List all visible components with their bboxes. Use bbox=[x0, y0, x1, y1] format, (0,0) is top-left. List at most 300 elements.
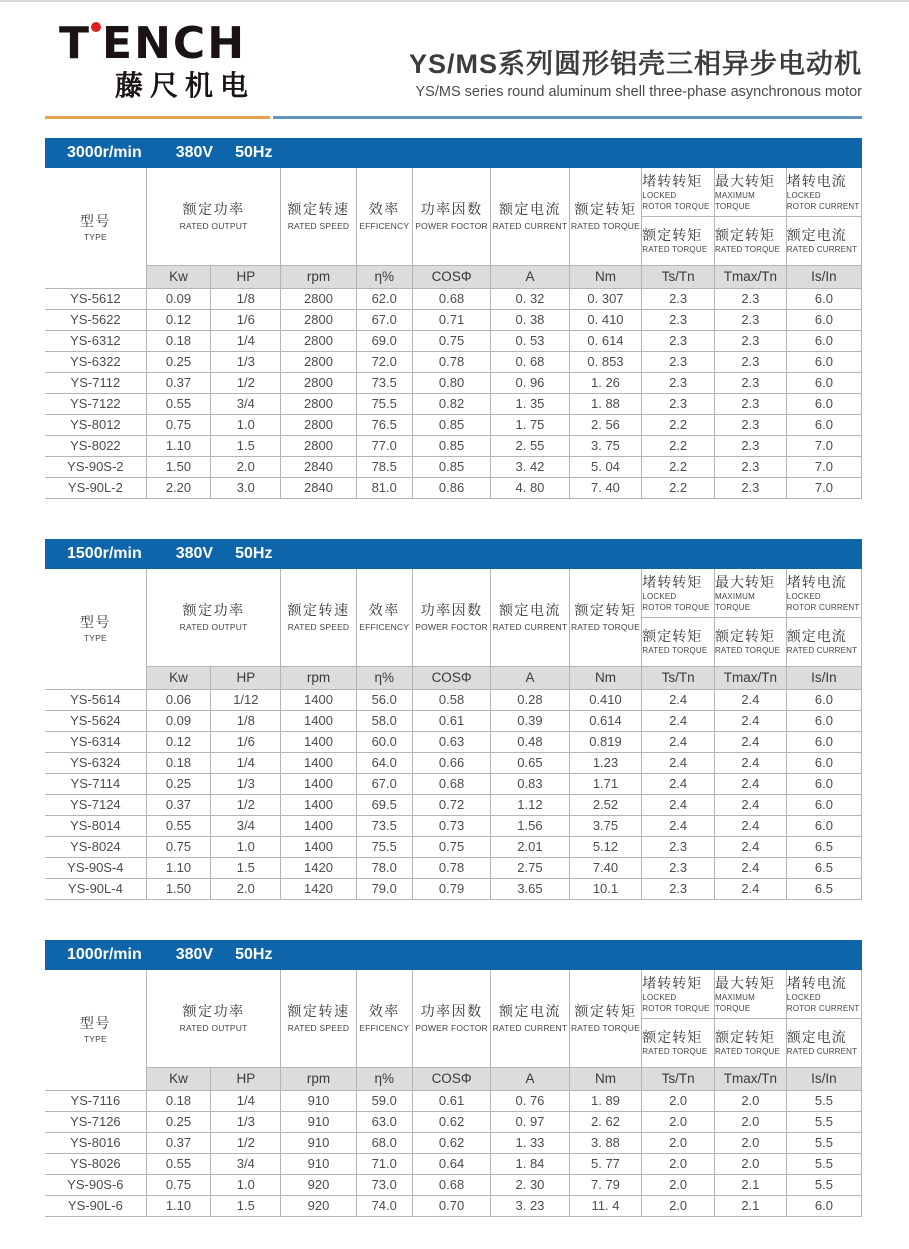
table-row bbox=[45, 1090, 862, 1111]
table-body-2 bbox=[45, 1090, 862, 1216]
rated-speed-en: RATED SPEED bbox=[287, 1022, 350, 1033]
value-cell: 0.63 bbox=[412, 731, 490, 752]
value-cell: 1. 75 bbox=[491, 414, 569, 435]
value-cell: 2.0 bbox=[211, 878, 281, 899]
col-header-maximum-torque bbox=[714, 569, 786, 618]
maximum-torque-zh: 最大转矩 bbox=[714, 573, 775, 590]
value-cell: 1.56 bbox=[491, 815, 569, 836]
value-cell: 1.0 bbox=[211, 1174, 281, 1195]
locked-rotor-current-en1: LOCKED bbox=[786, 191, 821, 201]
value-cell: 1.10 bbox=[146, 857, 211, 878]
value-cell: 2.0 bbox=[211, 456, 281, 477]
value-cell: 1/4 bbox=[211, 752, 281, 773]
value-cell: 2.4 bbox=[642, 731, 715, 752]
value-cell: 2.3 bbox=[642, 393, 715, 414]
table-title-bar-0 bbox=[45, 138, 862, 168]
divider-gold-segment bbox=[45, 116, 270, 119]
unit-rpm: rpm bbox=[281, 1067, 356, 1090]
value-cell: 7.0 bbox=[786, 435, 861, 456]
efficiency-en: EFFICENCY bbox=[359, 220, 410, 231]
value-cell: 2800 bbox=[281, 330, 356, 351]
col-header-rated-current bbox=[491, 569, 569, 667]
col-header-locked-rotor-current bbox=[786, 970, 861, 1019]
value-cell: 2. 55 bbox=[491, 435, 569, 456]
value-cell: 0.614 bbox=[569, 710, 642, 731]
value-cell: 7.40 bbox=[569, 857, 642, 878]
table-row bbox=[45, 689, 862, 710]
unit-eta: η% bbox=[356, 666, 412, 689]
logo-wordmark bbox=[59, 18, 255, 69]
table-row bbox=[45, 372, 862, 393]
model-cell: YS-6322 bbox=[45, 351, 146, 372]
value-cell: 2.3 bbox=[714, 414, 786, 435]
value-cell: 1/6 bbox=[211, 309, 281, 330]
value-cell: 1400 bbox=[281, 836, 356, 857]
value-cell: 75.5 bbox=[356, 836, 412, 857]
value-cell: 67.0 bbox=[356, 773, 412, 794]
value-cell: 1.0 bbox=[211, 414, 281, 435]
value-cell: 0. 410 bbox=[569, 309, 642, 330]
value-cell: 76.5 bbox=[356, 414, 412, 435]
unit-rpm: rpm bbox=[281, 666, 356, 689]
value-cell: 2.4 bbox=[714, 731, 786, 752]
rated-current-zh: 额定电流 bbox=[498, 602, 561, 619]
value-cell: 2.3 bbox=[642, 309, 715, 330]
value-cell: 2.4 bbox=[642, 752, 715, 773]
value-cell: 2840 bbox=[281, 477, 356, 498]
rated-current-en: RATED CURRENT bbox=[492, 621, 568, 632]
value-cell: 4. 80 bbox=[491, 477, 569, 498]
value-cell: 6.0 bbox=[786, 330, 861, 351]
table-title-bar-2 bbox=[45, 940, 862, 970]
value-cell: 1400 bbox=[281, 752, 356, 773]
unit-tmax-tn: Tmax/Tn bbox=[714, 265, 786, 288]
value-cell: 1.12 bbox=[491, 794, 569, 815]
value-cell: 0. 307 bbox=[569, 288, 642, 309]
value-cell: 0.75 bbox=[146, 836, 211, 857]
locked-rotor-current-en2: ROTOR CURRENT bbox=[786, 201, 860, 211]
col-header-efficiency bbox=[356, 569, 412, 667]
value-cell: 1400 bbox=[281, 689, 356, 710]
value-cell: 1.50 bbox=[146, 878, 211, 899]
type-label-zh: 型号 bbox=[79, 1014, 111, 1031]
value-cell: 2.3 bbox=[642, 836, 715, 857]
unit-a: A bbox=[491, 666, 569, 689]
logo-chinese-name: 藤尺机电 bbox=[115, 70, 256, 101]
locked-rotor-torque-en1: LOCKED bbox=[642, 191, 677, 201]
value-cell: 2.3 bbox=[642, 288, 715, 309]
rated-output-en: RATED OUTPUT bbox=[179, 621, 248, 632]
model-cell: YS-90L-2 bbox=[45, 477, 146, 498]
unit-cosphi: COSΦ bbox=[412, 1067, 490, 1090]
unit-kw: Kw bbox=[146, 666, 211, 689]
value-cell: 2.3 bbox=[642, 351, 715, 372]
value-cell: 6.0 bbox=[786, 689, 861, 710]
maximum-torque-zh: 最大转矩 bbox=[714, 172, 775, 189]
divider-blue-segment bbox=[273, 116, 862, 119]
maximum-torque-zh: 最大转矩 bbox=[714, 974, 775, 991]
value-cell: 2.4 bbox=[714, 689, 786, 710]
value-cell: 6.0 bbox=[786, 1195, 861, 1216]
value-cell: 2.4 bbox=[642, 815, 715, 836]
value-cell: 1/4 bbox=[211, 330, 281, 351]
sub-rated-torque-en: RATED TORQUE bbox=[714, 646, 781, 656]
value-cell: 2.4 bbox=[714, 710, 786, 731]
value-cell: 0.61 bbox=[412, 1090, 490, 1111]
value-cell: 2.3 bbox=[642, 857, 715, 878]
model-cell: YS-6314 bbox=[45, 731, 146, 752]
value-cell: 2.0 bbox=[642, 1132, 715, 1153]
spec-table-0 bbox=[45, 168, 862, 499]
sub-header-rated-torque-1 bbox=[642, 216, 715, 265]
value-cell: 1/8 bbox=[211, 710, 281, 731]
value-cell: 0.85 bbox=[412, 414, 490, 435]
col-header-locked-rotor-current bbox=[786, 569, 861, 618]
sub-rated-current-en: RATED CURRENT bbox=[786, 1047, 858, 1057]
value-cell: 1420 bbox=[281, 878, 356, 899]
table-body-0 bbox=[45, 288, 862, 498]
sub-header-rated-torque-2 bbox=[714, 216, 786, 265]
table-row bbox=[45, 351, 862, 372]
value-cell: 73.0 bbox=[356, 1174, 412, 1195]
unit-eta: η% bbox=[356, 1067, 412, 1090]
rated-current-zh: 额定电流 bbox=[498, 1003, 561, 1020]
value-cell: 2.01 bbox=[491, 836, 569, 857]
value-cell: 1/3 bbox=[211, 1111, 281, 1132]
value-cell: 910 bbox=[281, 1090, 356, 1111]
locked-rotor-current-zh: 堵转电流 bbox=[786, 974, 847, 991]
value-cell: 1. 89 bbox=[569, 1090, 642, 1111]
table-row bbox=[45, 288, 862, 309]
value-cell: 56.0 bbox=[356, 689, 412, 710]
sub-header-rated-torque-1 bbox=[642, 1018, 715, 1067]
model-cell: YS-8026 bbox=[45, 1153, 146, 1174]
value-cell: 2.75 bbox=[491, 857, 569, 878]
value-cell: 78.5 bbox=[356, 456, 412, 477]
unit-ts-tn: Ts/Tn bbox=[642, 666, 715, 689]
value-cell: 0.68 bbox=[412, 1174, 490, 1195]
col-header-rated-speed bbox=[281, 569, 356, 667]
value-cell: 2.0 bbox=[714, 1090, 786, 1111]
value-cell: 1.10 bbox=[146, 1195, 211, 1216]
value-cell: 2.4 bbox=[642, 794, 715, 815]
value-cell: 0.70 bbox=[412, 1195, 490, 1216]
unit-hp: HP bbox=[211, 265, 281, 288]
value-cell: 5.5 bbox=[786, 1132, 861, 1153]
page-content bbox=[45, 2, 862, 1217]
type-label-en: TYPE bbox=[83, 1034, 107, 1045]
value-cell: 0.06 bbox=[146, 689, 211, 710]
rated-torque-zh: 额定转矩 bbox=[574, 602, 637, 619]
rated-torque-zh: 额定转矩 bbox=[574, 1003, 637, 1020]
sub-header-rated-torque-2 bbox=[714, 1018, 786, 1067]
unit-nm: Nm bbox=[569, 666, 642, 689]
unit-cosphi: COSΦ bbox=[412, 666, 490, 689]
value-cell: 2.4 bbox=[642, 689, 715, 710]
value-cell: 0.62 bbox=[412, 1111, 490, 1132]
title-block bbox=[409, 48, 862, 102]
value-cell: 2800 bbox=[281, 288, 356, 309]
value-cell: 2.4 bbox=[714, 815, 786, 836]
model-cell: YS-6324 bbox=[45, 752, 146, 773]
type-label-en: TYPE bbox=[83, 232, 107, 243]
value-cell: 1400 bbox=[281, 794, 356, 815]
frequency-label: 50Hz bbox=[235, 143, 273, 161]
value-cell: 2.4 bbox=[714, 794, 786, 815]
value-cell: 64.0 bbox=[356, 752, 412, 773]
value-cell: 6.0 bbox=[786, 731, 861, 752]
header-divider bbox=[45, 116, 862, 119]
col-header-rated-speed bbox=[281, 970, 356, 1068]
value-cell: 75.5 bbox=[356, 393, 412, 414]
maximum-torque-en1: MAXIMUM bbox=[714, 993, 756, 1003]
value-cell: 5.5 bbox=[786, 1174, 861, 1195]
value-cell: 6.5 bbox=[786, 836, 861, 857]
table-row bbox=[45, 752, 862, 773]
table-body-1 bbox=[45, 689, 862, 899]
maximum-torque-en2: TORQUE bbox=[714, 602, 751, 612]
value-cell: 79.0 bbox=[356, 878, 412, 899]
value-cell: 2.0 bbox=[714, 1132, 786, 1153]
unit-hp: HP bbox=[211, 666, 281, 689]
value-cell: 0.83 bbox=[491, 773, 569, 794]
value-cell: 0.79 bbox=[412, 878, 490, 899]
power-factor-en: POWER FOCTOR bbox=[415, 220, 488, 231]
voltage-label: 380V bbox=[175, 143, 214, 161]
value-cell: 0. 32 bbox=[491, 288, 569, 309]
logo-letter-t: T bbox=[59, 18, 92, 69]
rated-current-zh: 额定电流 bbox=[498, 201, 561, 218]
value-cell: 0.37 bbox=[146, 794, 211, 815]
value-cell: 63.0 bbox=[356, 1111, 412, 1132]
value-cell: 1420 bbox=[281, 857, 356, 878]
model-cell: YS-5614 bbox=[45, 689, 146, 710]
sub-rated-torque-zh: 额定转矩 bbox=[642, 226, 703, 243]
logo-red-dot-icon bbox=[91, 22, 101, 32]
unit-kw: Kw bbox=[146, 265, 211, 288]
value-cell: 0.37 bbox=[146, 372, 211, 393]
model-cell: YS-5612 bbox=[45, 288, 146, 309]
table-row bbox=[45, 1132, 862, 1153]
unit-cosphi: COSΦ bbox=[412, 265, 490, 288]
power-factor-en: POWER FOCTOR bbox=[415, 1022, 488, 1033]
col-header-locked-rotor-torque bbox=[642, 168, 715, 217]
unit-tmax-tn: Tmax/Tn bbox=[714, 1067, 786, 1090]
table-row bbox=[45, 393, 862, 414]
sub-rated-torque-en: RATED TORQUE bbox=[714, 1047, 781, 1057]
value-cell: 2840 bbox=[281, 456, 356, 477]
value-cell: 3/4 bbox=[211, 1153, 281, 1174]
sub-rated-torque-en: RATED TORQUE bbox=[642, 245, 708, 255]
value-cell: 2.4 bbox=[714, 752, 786, 773]
value-cell: 2.2 bbox=[642, 435, 715, 456]
voltage-label: 380V bbox=[175, 945, 214, 963]
model-cell: YS-90S-2 bbox=[45, 456, 146, 477]
model-cell: YS-90L-6 bbox=[45, 1195, 146, 1216]
value-cell: 0.64 bbox=[412, 1153, 490, 1174]
table-row bbox=[45, 477, 862, 498]
value-cell: 0.68 bbox=[412, 288, 490, 309]
value-cell: 6.0 bbox=[786, 710, 861, 731]
col-header-maximum-torque bbox=[714, 970, 786, 1019]
value-cell: 0. 68 bbox=[491, 351, 569, 372]
value-cell: 0.55 bbox=[146, 815, 211, 836]
value-cell: 0.65 bbox=[491, 752, 569, 773]
unit-is-in: Is/In bbox=[786, 666, 861, 689]
col-header-efficiency bbox=[356, 970, 412, 1068]
rated-torque-en: RATED TORQUE bbox=[570, 220, 640, 231]
rated-speed-zh: 额定转速 bbox=[287, 201, 350, 218]
value-cell: 7.0 bbox=[786, 456, 861, 477]
value-cell: 2.0 bbox=[642, 1195, 715, 1216]
value-cell: 0.75 bbox=[146, 1174, 211, 1195]
col-header-locked-rotor-torque bbox=[642, 970, 715, 1019]
value-cell: 910 bbox=[281, 1153, 356, 1174]
sub-rated-current-zh: 额定电流 bbox=[786, 226, 847, 243]
value-cell: 0. 96 bbox=[491, 372, 569, 393]
speed-label: 1000r/min bbox=[67, 945, 142, 963]
unit-eta: η% bbox=[356, 265, 412, 288]
page-title: YS/MS系列圆形铝壳三相异步电动机 bbox=[408, 49, 862, 80]
col-header-type bbox=[45, 569, 146, 690]
table-row bbox=[45, 815, 862, 836]
value-cell: 0.66 bbox=[412, 752, 490, 773]
value-cell: 5. 77 bbox=[569, 1153, 642, 1174]
value-cell: 68.0 bbox=[356, 1132, 412, 1153]
efficiency-en: EFFICENCY bbox=[359, 1022, 410, 1033]
table-row bbox=[45, 878, 862, 899]
value-cell: 0. 38 bbox=[491, 309, 569, 330]
value-cell: 2.4 bbox=[642, 710, 715, 731]
value-cell: 1/12 bbox=[211, 689, 281, 710]
table-row bbox=[45, 1153, 862, 1174]
locked-rotor-current-zh: 堵转电流 bbox=[786, 172, 847, 189]
value-cell: 1.50 bbox=[146, 456, 211, 477]
model-cell: YS-7126 bbox=[45, 1111, 146, 1132]
locked-rotor-torque-zh: 堵转转矩 bbox=[642, 974, 703, 991]
value-cell: 2.3 bbox=[714, 372, 786, 393]
table-row bbox=[45, 794, 862, 815]
value-cell: 3. 75 bbox=[569, 435, 642, 456]
value-cell: 6.0 bbox=[786, 414, 861, 435]
value-cell: 3. 42 bbox=[491, 456, 569, 477]
value-cell: 0.85 bbox=[412, 435, 490, 456]
spec-table-2 bbox=[45, 970, 862, 1217]
value-cell: 2.3 bbox=[714, 477, 786, 498]
col-header-maximum-torque bbox=[714, 168, 786, 217]
power-factor-zh: 功率因数 bbox=[420, 602, 483, 619]
col-header-rated-output bbox=[146, 970, 281, 1068]
model-cell: YS-7114 bbox=[45, 773, 146, 794]
value-cell: 59.0 bbox=[356, 1090, 412, 1111]
value-cell: 2.3 bbox=[642, 372, 715, 393]
sub-header-rated-current bbox=[786, 617, 861, 666]
value-cell: 0.18 bbox=[146, 1090, 211, 1111]
value-cell: 0.25 bbox=[146, 773, 211, 794]
tench-logo bbox=[59, 18, 256, 102]
value-cell: 920 bbox=[281, 1174, 356, 1195]
value-cell: 0.86 bbox=[412, 477, 490, 498]
col-header-rated-output bbox=[146, 569, 281, 667]
page-subtitle: YS/MS series round aluminum shell three-phase asynchronous motor bbox=[415, 83, 862, 100]
rated-output-en: RATED OUTPUT bbox=[179, 220, 248, 231]
page-header bbox=[45, 2, 862, 116]
sub-rated-current-en: RATED CURRENT bbox=[786, 245, 858, 255]
value-cell: 6.0 bbox=[786, 351, 861, 372]
value-cell: 0.09 bbox=[146, 710, 211, 731]
value-cell: 0.25 bbox=[146, 1111, 211, 1132]
value-cell: 3/4 bbox=[211, 815, 281, 836]
value-cell: 2.4 bbox=[714, 857, 786, 878]
rated-current-en: RATED CURRENT bbox=[492, 220, 568, 231]
table-row bbox=[45, 1195, 862, 1216]
sub-header-rated-torque-2 bbox=[714, 617, 786, 666]
value-cell: 0.61 bbox=[412, 710, 490, 731]
model-cell: YS-8024 bbox=[45, 836, 146, 857]
rated-output-zh: 额定功率 bbox=[182, 1003, 245, 1020]
locked-rotor-current-en1: LOCKED bbox=[786, 993, 821, 1003]
spec-table-1 bbox=[45, 569, 862, 900]
value-cell: 1400 bbox=[281, 731, 356, 752]
col-header-efficiency bbox=[356, 168, 412, 266]
sub-header-rated-current bbox=[786, 1018, 861, 1067]
value-cell: 2.2 bbox=[642, 477, 715, 498]
value-cell: 2800 bbox=[281, 351, 356, 372]
rated-output-zh: 额定功率 bbox=[182, 201, 245, 218]
col-header-locked-rotor-current bbox=[786, 168, 861, 217]
col-header-rated-current bbox=[491, 970, 569, 1068]
value-cell: 0. 614 bbox=[569, 330, 642, 351]
unit-ts-tn: Ts/Tn bbox=[642, 1067, 715, 1090]
sub-rated-torque-zh: 额定转矩 bbox=[642, 627, 703, 644]
value-cell: 0.82 bbox=[412, 393, 490, 414]
value-cell: 2.3 bbox=[714, 288, 786, 309]
unit-nm: Nm bbox=[569, 265, 642, 288]
rated-speed-zh: 额定转速 bbox=[287, 602, 350, 619]
locked-rotor-torque-en1: LOCKED bbox=[642, 592, 677, 602]
value-cell: 2. 62 bbox=[569, 1111, 642, 1132]
power-factor-en: POWER FOCTOR bbox=[415, 621, 488, 632]
value-cell: 2800 bbox=[281, 393, 356, 414]
efficiency-en: EFFICENCY bbox=[359, 621, 410, 632]
model-cell: YS-90L-4 bbox=[45, 878, 146, 899]
rated-torque-zh: 额定转矩 bbox=[574, 201, 637, 218]
value-cell: 72.0 bbox=[356, 351, 412, 372]
value-cell: 0.55 bbox=[146, 1153, 211, 1174]
col-header-rated-torque bbox=[569, 168, 642, 266]
locked-rotor-current-en2: ROTOR CURRENT bbox=[786, 602, 860, 612]
value-cell: 1.0 bbox=[211, 836, 281, 857]
value-cell: 2800 bbox=[281, 435, 356, 456]
table-row bbox=[45, 836, 862, 857]
value-cell: 2.3 bbox=[714, 330, 786, 351]
value-cell: 6.0 bbox=[786, 794, 861, 815]
value-cell: 2.2 bbox=[642, 414, 715, 435]
value-cell: 2.3 bbox=[714, 309, 786, 330]
locked-rotor-torque-en2: ROTOR TORQUE bbox=[642, 1003, 710, 1013]
unit-a: A bbox=[491, 1067, 569, 1090]
value-cell: 2.3 bbox=[714, 456, 786, 477]
value-cell: 3.75 bbox=[569, 815, 642, 836]
value-cell: 910 bbox=[281, 1111, 356, 1132]
table-row bbox=[45, 731, 862, 752]
locked-rotor-torque-zh: 堵转转矩 bbox=[642, 573, 703, 590]
value-cell: 1/8 bbox=[211, 288, 281, 309]
value-cell: 0.71 bbox=[412, 309, 490, 330]
speed-label: 3000r/min bbox=[67, 143, 142, 161]
value-cell: 2800 bbox=[281, 414, 356, 435]
value-cell: 2. 30 bbox=[491, 1174, 569, 1195]
